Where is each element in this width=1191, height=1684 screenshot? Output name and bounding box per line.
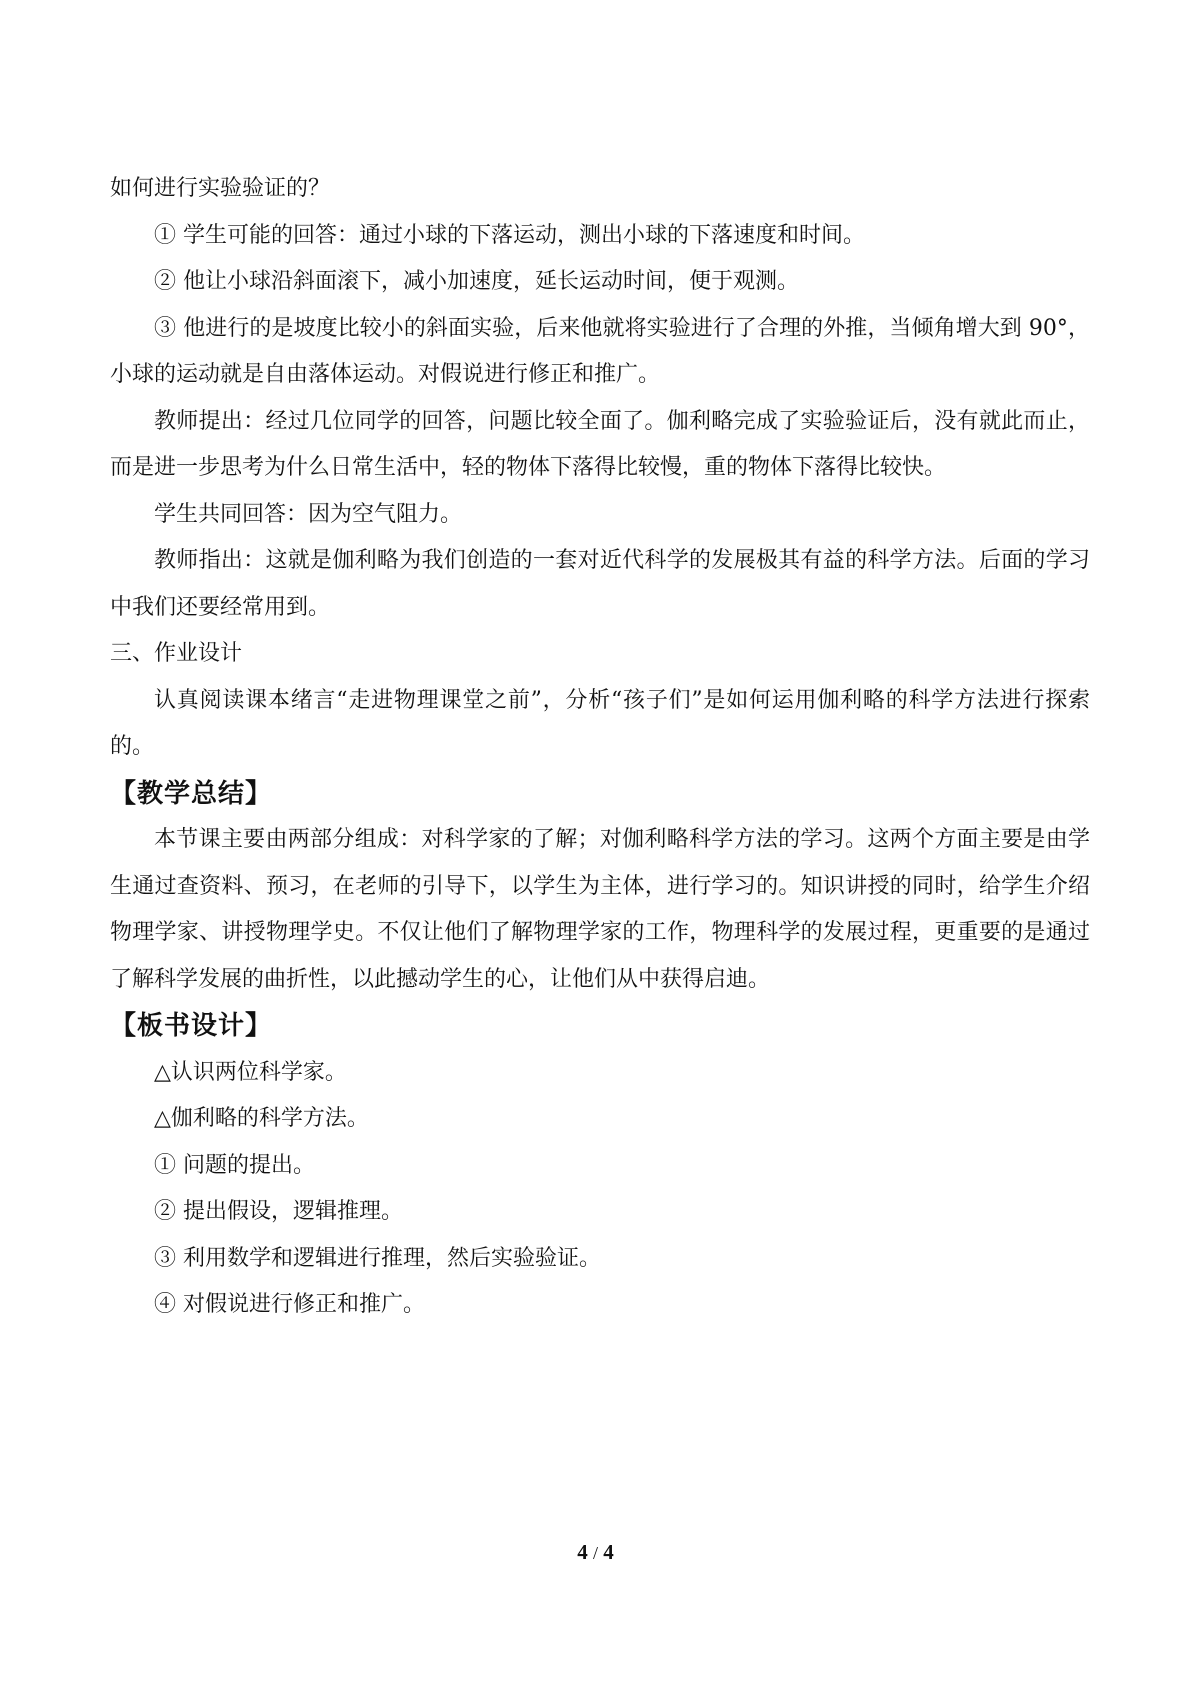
teacher-paragraph-1: 教师提出：经过几位同学的回答，问题比较全面了。伽利略完成了实验验证后，没有就此而止，而是进一步思考为什么日常生活中，轻的物体下落得比较慢，重的物体下落得比较快。 [110,408,1090,480]
page-number [0,1540,1191,1565]
question-line: 如何进行实验验证的？ [110,176,331,201]
board-item: ③ 利用数学和逻辑进行推理，然后实验验证。 [154,1245,601,1271]
answer-item-2: ② 他让小球沿斜面滚下，减小加速度，延长运动时间，便于观测。 [154,269,799,294]
answer-item-3: ③ 他进行的是坡度比较小的斜面实验，后来他就将实验进行了合理的外推，当倾角增大到 90°，小球的运动就是自由落体运动。对假说进行修正和推广。 [110,315,1090,387]
summary-heading: 【教学总结】 [110,778,273,809]
page-separator: / [592,1543,598,1563]
board-item: △认识两位科学家。 [154,1059,347,1085]
page-content [110,166,1090,1329]
board-item: ② 提出假设，逻辑推理。 [154,1199,403,1224]
board-item: △伽利略的科学方法。 [154,1106,369,1131]
answer-item-1: ① 学生可能的回答：通过小球的下落运动，测出小球的下落速度和时间。 [154,222,865,248]
page-total: 4 [603,1540,614,1564]
teacher-paragraph-2: 教师指出：这就是伽利略为我们创造的一套对近代科学的发展极其有益的科学方法。后面的学习中我们还要经常用到。 [110,548,1090,620]
board-heading: 【板书设计】 [110,1011,273,1041]
homework-paragraph: 认真阅读课本绪言“走进物理课堂之前”，分析“孩子们”是如何运用伽利略的科学方法进行探索的。 [110,687,1090,759]
board-item: ④ 对假说进行修正和推广。 [154,1292,425,1317]
page-current: 4 [577,1540,588,1564]
students-answer: 学生共同回答：因为空气阻力。 [154,501,463,527]
summary-paragraph: 本节课主要由两部分组成：对科学家的了解；对伽利略科学方法的学习。这两个方面主要是由学生通过查资料、预习，在老师的引导下，以学生为主体，进行学习的。知识讲授的同时，给学生介绍物理学家、讲授物理学史。不仅让他们了解物理学家的工作，物理科学的发展过程，更重要的是通过了解科学发展的曲折性，以此撼动学生的心，让他们从中获得启迪。 [110,827,1090,992]
section-homework-title: 三、作业设计 [110,641,243,666]
board-item: ① 问题的提出。 [154,1152,315,1178]
